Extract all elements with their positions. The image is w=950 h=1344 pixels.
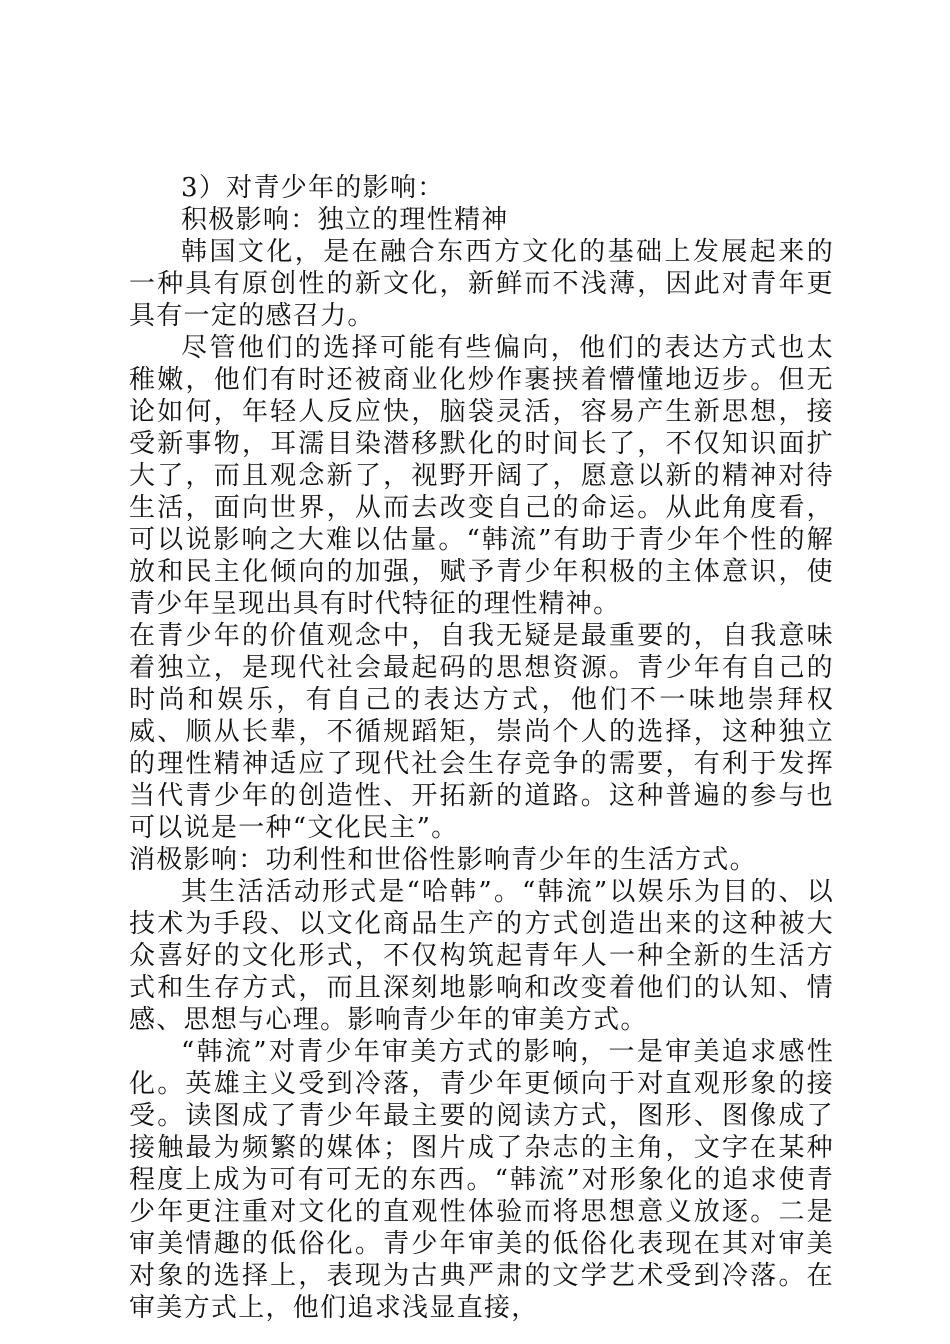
body-paragraph: 韩国文化，是在融合东西方文化的基础上发展起来的一种具有原创性的新文化，新鲜而不浅薄，因此对青年更具有一定的感召力。 bbox=[129, 237, 834, 331]
positive-impact-heading: 积极影响：独立的理性精神 bbox=[181, 205, 509, 235]
section-heading: 3）对青少年的影响： bbox=[181, 173, 445, 203]
body-paragraph: 其生活活动形式是“哈韩”。“韩流”以娱乐为目的、以技术为手段、以文化商品生产的方式创造出来的这种被大众喜好的文化形式，不仅构筑起青年人一种全新的生活方式和生存方式，而且深刻地影响和改变着他们的认知、情感、思想与心理。影响青少年的审美方式。 bbox=[129, 877, 834, 1035]
negative-impact-heading: 消极影响：功利性和世俗性影响青少年的生活方式。 bbox=[129, 845, 757, 875]
body-paragraph: 尽管他们的选择可能有些偏向，他们的表达方式也太稚嫩，他们有时还被商业化炒作裹挟着懵懂地迈步。但无论如何，年轻人反应快，脑袋灵活，容易产生新思想，接受新事物，耳濡目染潜移默化的时间长了，不仅知识面扩大了，而且观念新了，视野开阔了，愿意以新的精神对待生活，面向世界，从而去改变自己的命运。从此角度看，可以说影响之大难以估量。“韩流”有助于青少年个性的解放和民主化倾向的加强，赋予青少年积极的主体意识，使青少年呈现出具有时代特征的理性精神。 bbox=[129, 333, 834, 619]
body-paragraph: “韩流”对青少年审美方式的影响，一是审美追求感性化。英雄主义受到冷落，青少年更倾向于对直观形象的接受。读图成了青少年最主要的阅读方式，图形、图像成了接触最为频繁的媒体；图片成了杂志的主角，文字在某种程度上成为可有可无的东西。“韩流”对形象化的追求使青少年更注重对文化的直观性体验而将思想意义放逐。二是审美情趣的低俗化。青少年审美的低俗化表现在其对审美对象的选择上，表现为古典严肃的文学艺术受到冷落。在审美方式上，他们追求浅显直接， bbox=[129, 1037, 834, 1323]
document-body bbox=[129, 172, 834, 1324]
body-paragraph: 在青少年的价值观念中，自我无疑是最重要的，自我意味着独立，是现代社会最起码的思想资源。青少年有自己的时尚和娱乐，有自己的表达方式，他们不一味地崇拜权威、顺从长辈，不循规蹈矩，崇尚个人的选择，这种独立的理性精神适应了现代社会生存竞争的需要，有利于发挥当代青少年的创造性、开拓新的道路。这种普遍的参与也可以说是一种“文化民主”。 bbox=[129, 621, 834, 843]
